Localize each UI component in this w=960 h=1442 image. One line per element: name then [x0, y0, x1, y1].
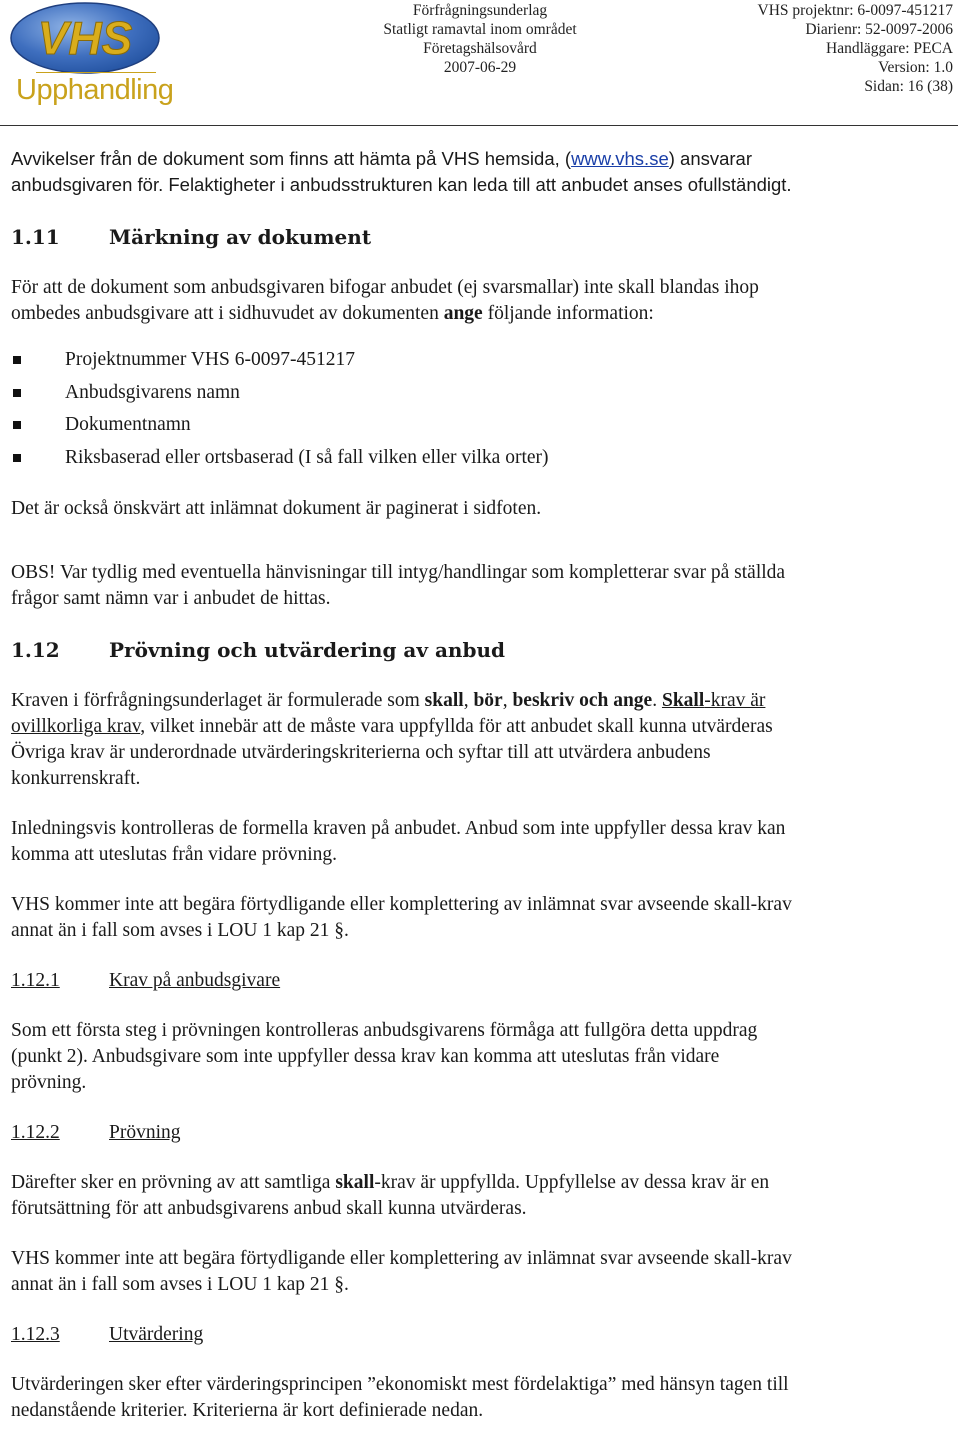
keyword-bor: bör: [473, 690, 503, 711]
keyword-skall: skall: [335, 1172, 375, 1193]
section-heading-1-12-1: [11, 968, 951, 994]
marking-text-a: ombedes anbudsgivare att i sidhuvudet av dokumenten: [11, 303, 444, 324]
header-version: Version: 1.0: [878, 59, 953, 76]
header-doc-area: Företagshälsovård: [423, 40, 537, 57]
formal-check-paragraph: [11, 816, 951, 868]
keyword-beskriv-och-ange: beskriv och ange: [512, 690, 653, 711]
requirements-line-1: [11, 688, 951, 714]
clarification-paragraph-2: [11, 1246, 951, 1298]
header-diary-number: Diarienr: 52-0097-2006: [805, 21, 953, 38]
req-text-a: Kraven i förfrågningsunderlaget är formulerade som: [11, 690, 425, 711]
svg-text:VHS: VHS: [37, 12, 133, 64]
requirements-line-4: konkurrenskraft.: [11, 768, 141, 789]
section-number: 1.12.3: [11, 1324, 60, 1345]
list-item: [11, 377, 951, 410]
square-bullet-icon: [13, 454, 21, 462]
header-divider: [0, 125, 958, 126]
marking-paragraph: [11, 275, 951, 327]
clarification-line-1: VHS kommer inte att begära förtydligande eller komplettering av inlämnat svar avseende skall-krav: [11, 894, 792, 915]
clarification-paragraph: [11, 892, 951, 944]
evaluation-line-1: Utvärderingen sker efter värderingsprincipen ”ekonomiskt mest fördelaktiga” med hänsyn tagen till: [11, 1374, 789, 1395]
section-number: 1.12.2: [11, 1122, 60, 1143]
review-text-c: -krav är uppfyllda. Uppfyllelse av dessa krav är en: [374, 1172, 770, 1193]
req-sep: ,: [502, 690, 513, 711]
section-title: Utvärdering: [109, 1324, 204, 1345]
bidder-requirements-paragraph: [11, 1018, 951, 1096]
requirements-line-3: Övriga krav är underordnade utvärderingskriterierna och syftar till att utvärdera anbudens: [11, 742, 711, 763]
requirements-paragraph: [11, 688, 951, 792]
bidder-line-3: prövning.: [11, 1072, 87, 1093]
section-title: Krav på anbudsgivare: [109, 970, 281, 991]
required-info-list: [11, 344, 951, 474]
header-document-info: [330, 1, 630, 77]
obs-line-1: OBS! Var tydlig med eventuella hänvisningar till intyg/handlingar som kompletterar svar på ställda: [11, 562, 786, 583]
section-heading-1-12: [11, 637, 951, 663]
header-case-officer: Handläggare: PECA: [826, 40, 953, 57]
req-sep: .: [652, 690, 662, 711]
keyword-skall: skall: [424, 690, 464, 711]
keyword-ovillkorliga-krav: ovillkorliga krav: [11, 716, 141, 737]
req-sep: ,: [463, 690, 474, 711]
evaluation-paragraph: [11, 1372, 951, 1424]
req-text-rest: -krav är: [704, 690, 766, 711]
vhs-website-link[interactable]: www.vhs.se: [571, 148, 669, 169]
requirements-line-2: [11, 714, 951, 740]
clarification-line-2: annat än i fall som avses i LOU 1 kap 21 §.: [11, 920, 349, 941]
header-project-info: [758, 1, 953, 96]
formal-check-line-2: komma att uteslutas från vidare prövning.: [11, 844, 337, 865]
section-number: 1.11: [11, 225, 60, 249]
marking-line-2: [11, 301, 951, 327]
section-title: Märkning av dokument: [109, 225, 372, 249]
pagination-paragraph: Det är också önskvärt att inlämnat dokument är paginerat i sidfoten.: [11, 498, 542, 519]
review-line-1: [11, 1170, 951, 1196]
header-page-number: Sidan: 16 (38): [864, 78, 953, 95]
intro-text-a: Avvikelser från de dokument som finns att hämta på VHS hemsida, (: [11, 148, 572, 169]
evaluation-line-2: nedanstående kriterier. Kriterierna är kort definierade nedan.: [11, 1400, 484, 1421]
formal-check-line-1: Inledningsvis kontrolleras de formella kraven på anbudet. Anbud som inte uppfyller dessa krav kan: [11, 818, 786, 839]
list-item: [11, 409, 951, 442]
list-item-text: Riksbaserad eller ortsbaserad (I så fall vilken eller vilka orter): [65, 446, 549, 468]
bidder-line-1: Som ett första steg i prövningen kontrolleras anbudsgivarens förmåga att fullgöra detta uppdrag: [11, 1020, 758, 1041]
square-bullet-icon: [13, 389, 21, 397]
page-header: [0, 0, 960, 128]
vhs-logo-emblem: [10, 2, 160, 74]
list-item-text: Anbudsgivarens namn: [65, 381, 240, 403]
intro-line-1: [11, 146, 951, 172]
obs-paragraph: [11, 560, 951, 612]
square-bullet-icon: [13, 421, 21, 429]
list-item: [11, 442, 951, 475]
logo-divider: [36, 72, 156, 73]
header-doc-date: 2007-06-29: [443, 59, 517, 76]
section-number: 1.12: [11, 638, 60, 662]
intro-line-2: anbudsgivaren för. Felaktigheter i anbudsstrukturen kan leda till att anbudet anses ofullständigt.: [11, 174, 792, 195]
square-bullet-icon: [13, 356, 21, 364]
section-number: 1.12.1: [11, 970, 60, 991]
req-text-b: , vilket innebär att de måste vara uppfyllda för att anbudet skall kunna utvärderas: [140, 716, 773, 737]
section-title: Prövning och utvärdering av anbud: [109, 638, 505, 662]
document-body: [11, 146, 951, 1424]
header-project-number: VHS projektnr: 6-0097-451217: [757, 2, 953, 19]
review-paragraph: [11, 1170, 951, 1222]
review-text-a: Därefter sker en prövning av att samtliga: [11, 1172, 336, 1193]
intro-paragraph: [11, 146, 951, 198]
list-item: [11, 344, 951, 377]
header-doc-type: Förfrågningsunderlag: [412, 2, 548, 19]
list-item-text: Dokumentnamn: [65, 414, 191, 435]
section-title: Prövning: [109, 1122, 181, 1143]
review-line-2: förutsättning för att anbudsgivarens anbud skall kunna utvärderas.: [11, 1198, 527, 1219]
section-heading-1-12-3: [11, 1322, 951, 1348]
section-heading-1-12-2: [11, 1120, 951, 1146]
marking-line-1: För att de dokument som anbudsgivaren bifogar anbudet (ej svarsmallar) inte skall blandas ihop: [11, 277, 759, 298]
section-heading-1-11: [11, 224, 951, 250]
marking-keyword-ange: ange: [443, 303, 483, 324]
clarification-line-1: VHS kommer inte att begära förtydligande eller komplettering av inlämnat svar avseende skall-krav: [11, 1248, 792, 1269]
vhs-upphandling-logo: [10, 2, 174, 112]
obs-line-2: frågor samt nämn var i anbudet de hittas.: [11, 588, 331, 609]
clarification-line-2: annat än i fall som avses i LOU 1 kap 21 §.: [11, 1274, 349, 1295]
list-item-text: Projektnummer VHS 6-0097-451217: [65, 349, 355, 370]
logo-subtitle: Upphandling: [16, 74, 174, 106]
keyword-skall-krav: Skall: [661, 690, 705, 711]
intro-text-b: ) ansvarar: [668, 148, 753, 169]
header-doc-subject: Statligt ramavtal inom området: [383, 21, 577, 38]
bidder-line-2: (punkt 2). Anbudsgivare som inte uppfyller dessa krav kan komma att uteslutas från vidare: [11, 1046, 720, 1067]
marking-text-c: följande information:: [482, 303, 654, 324]
